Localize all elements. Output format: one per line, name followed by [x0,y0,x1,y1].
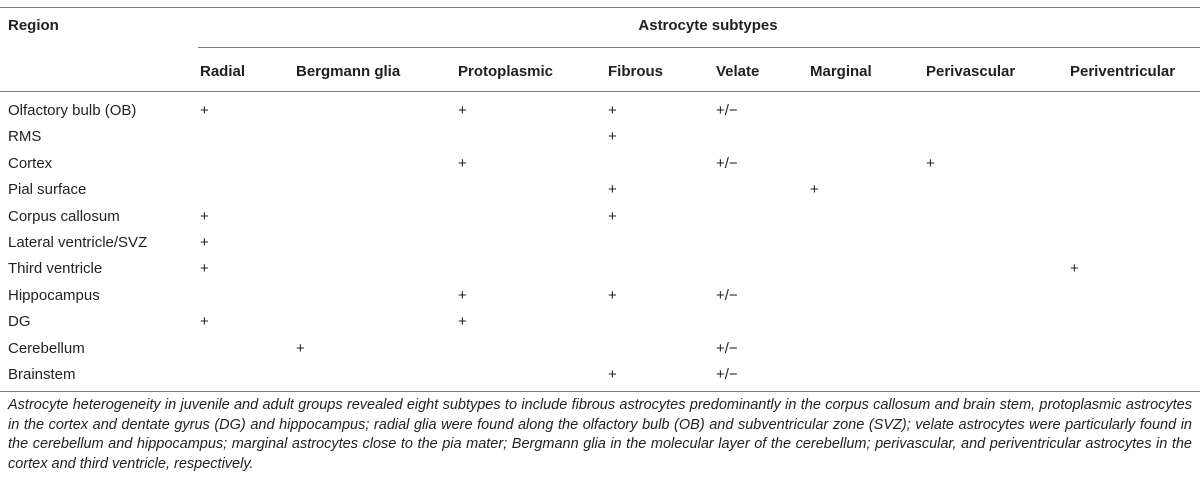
presence-cell: + [200,207,209,225]
table-bottom-rule [0,391,1200,392]
region-cell: RMS [8,128,42,146]
region-cell: Pial surface [8,181,87,199]
presence-cell: + [608,181,617,199]
region-cell: Cerebellum [8,339,85,357]
presence-cell: + [200,313,209,331]
table-row [0,312,1200,338]
region-column-header: Region [8,17,59,34]
presence-cell: + [608,128,617,146]
table-row [0,233,1200,259]
presence-cell: + [458,313,467,331]
presence-cell: + [608,102,617,119]
region-cell: Lateral ventricle/SVZ [8,234,148,251]
presence-cell: + [200,260,209,278]
presence-cell: + [926,154,935,172]
presence-cell: + [458,154,467,172]
column-header: Periventricular [1070,63,1176,80]
header-bottom-rule [0,91,1200,92]
column-header: Protoplasmic [458,63,554,80]
region-cell: Olfactory bulb (OB) [8,102,137,119]
region-cell: Corpus callosum [8,207,120,225]
presence-cell: + [608,207,617,225]
table-row [0,339,1200,365]
column-header: Bergmann glia [296,63,401,80]
presence-cell: + [608,366,617,383]
presence-cell: + [200,234,209,251]
table-footnote: Astrocyte heterogeneity in juvenile and adult groups revealed eight subtypes to include fibrous astrocytes predominantly in the corpus callosum and brain stem, protoplasmic astrocytes in the cortex and dentate gyrus (DG) and hippocampus; radial glia were found along the olfactory bulb (OB) and subventricular zone (SVZ); velate astrocytes were particularly found in the cerebellum and hippocampus; marginal astrocytes close to the pia mater; Bergmann glia in the molecular layer of the cerebellum; perivascular, and periventricular astrocytes in the cortex and third ventricle, respectively. [8,397,1192,472]
region-cell: Third ventricle [8,260,103,278]
column-header: Fibrous [608,63,663,80]
table-row [0,101,1200,127]
column-header: Marginal [810,63,872,80]
region-cell: Brainstem [8,366,76,383]
region-cell: Cortex [8,154,53,172]
region-cell: Hippocampus [8,286,100,304]
presence-cell: +/− [716,154,738,172]
column-header: Perivascular [926,63,1016,80]
table-row [0,180,1200,206]
presence-cell: + [458,286,467,304]
region-cell: DG [8,313,31,331]
table-row [0,259,1200,285]
presence-cell: + [810,181,819,199]
presence-cell: +/− [716,339,738,357]
presence-cell: + [608,286,617,304]
table-row [0,154,1200,180]
table-row [0,286,1200,312]
presence-cell: + [458,102,467,119]
column-header: Velate [716,63,760,80]
presence-cell: + [1070,260,1079,278]
presence-cell: + [296,339,305,357]
presence-cell: +/− [716,286,738,304]
astrocyte-subtypes-header: Astrocyte subtypes [638,17,778,34]
column-header: Radial [200,63,246,80]
presence-cell: +/− [716,366,738,383]
table-row [0,207,1200,233]
presence-cell: + [200,102,209,119]
presence-cell: +/− [716,102,738,119]
table-row [0,365,1200,391]
table-top-rule [0,7,1200,8]
subtypes-header-rule [198,47,1200,48]
table-row [0,127,1200,153]
